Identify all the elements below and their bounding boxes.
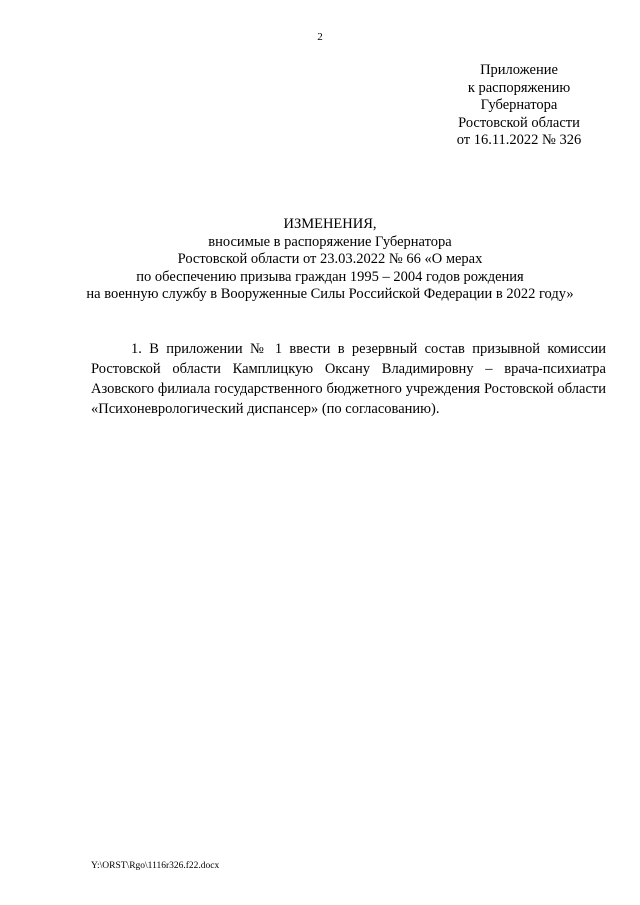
body-paragraph: 1. В приложении № 1 ввести в резервный состав призывной комиссии Ростовской области Камплицкую Оксану Владимировну – врача-психиатра Азовского филиала государственного бюджетного учреждения Ростовской области «Психоневрологический диспансер» (по согласованию). xyxy=(91,341,606,417)
appendix-block xyxy=(440,62,598,150)
appendix-line: к распоряжению xyxy=(467,79,571,96)
appendix-date-line: от 16.11.2022 № 326 xyxy=(456,132,582,148)
title-line: вносимые в распоряжение Губернатора xyxy=(208,233,452,250)
title-heading: ИЗМЕНЕНИЯ, xyxy=(283,216,377,232)
title-line: на военную службу в Вооруженные Силы Российской Федерации в 2022 году» xyxy=(86,286,574,302)
appendix-line: Приложение xyxy=(480,62,558,78)
appendix-line: Губернатора xyxy=(480,97,558,113)
page-number: 2 xyxy=(317,31,323,43)
appendix-line: Ростовской области xyxy=(458,114,580,131)
title-line: по обеспечению призыва граждан 1995 – 2004 годов рождения xyxy=(136,268,524,285)
document-title xyxy=(60,216,600,304)
footer-file-path: Y:\ORST\Rgo\1116r326.f22.docx xyxy=(91,861,220,871)
title-line: Ростовской области от 23.03.2022 № 66 «О мерах xyxy=(177,251,483,267)
